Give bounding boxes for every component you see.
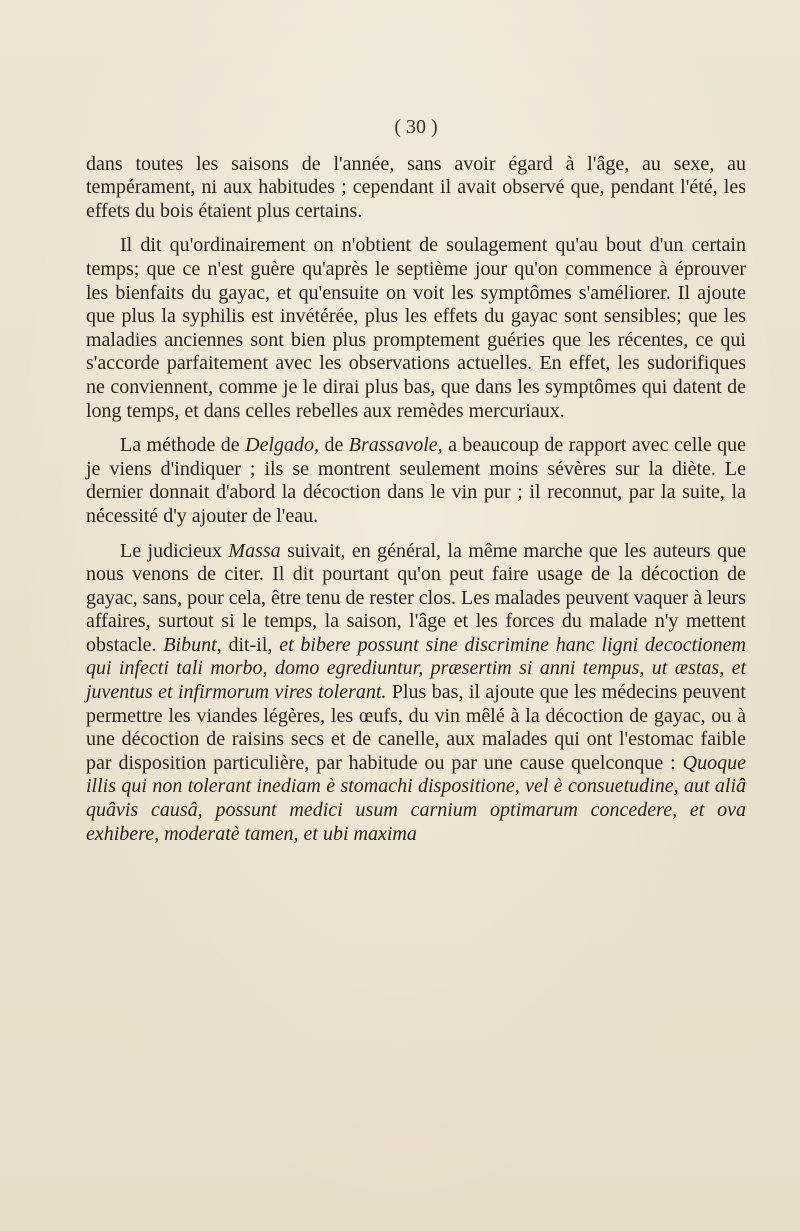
author-name-brassavole: Brassavole, bbox=[348, 434, 443, 457]
latin-quotation-2: Quoque illis qui non tolerant inediam è stomachi dispositione, vel è consuetudine, aut aliâ quâvis causâ, possunt medici usum carnium optimarum concedere, et ova exhibere, moderatè tamen, et ubi maxima bbox=[86, 751, 746, 845]
paragraph-3 bbox=[86, 434, 746, 528]
text-segment: , de bbox=[314, 434, 349, 457]
text-segment: dans toutes les saisons de l'année, sans avoir égard à l'âge, au sexe, au tempérament, ni aux habitudes ; cependant il avait observé que, pendant l'été, les effets du bois étaient plus certains. bbox=[86, 152, 746, 222]
latin-word-bibunt: Bibunt bbox=[163, 633, 217, 656]
page-text bbox=[86, 116, 746, 846]
text-segment: Il dit qu'ordinairement on n'obtient de soulagement qu'au bout d'un certain temps; que ce n'est guère qu'après le septième jour qu'on commence à éprouver les bienfaits du gayac, et qu'ensuite on voit les symptômes s'améliorer. Il ajoute que plus la syphilis est invétérée, plus les effets du gayac sont sensibles; que les maladies anciennes sont bien plus promptement guéries que les récentes, ce qui s'accorde parfaitement avec les observations actuelles. En effet, les sudorifiques ne conviennent, comme je le dirai plus bas, que dans les symptômes qui datent de long temps, et dans celles rebelles aux remèdes mercuriaux. bbox=[86, 234, 746, 422]
page-number: ( 30 ) bbox=[394, 116, 438, 138]
text-segment: Plus bas, il ajoute que les médecins peuvent permettre les viandes légères, les œufs, du vin mêlé à la décoction de gayac, ou à une décoction de raisins secs et de canelle, aux malades qui ont l'estomac faible par disposition particulière, par habitude ou par une cause quelconque : bbox=[86, 681, 746, 774]
latin-quotation-1: et bibere possunt sine discrimine hanc ligni decoctionem qui infecti tali morbo, domo egrediuntur, præsertim si anni tempus, ut æstas, et juventus et infirmorum vires tolerant. bbox=[86, 633, 747, 704]
paragraph-1 bbox=[86, 153, 746, 224]
text-segment: suivait, en général, la même marche que les auteurs que nous venons de citer. Il dit pourtant qu'on peut faire usage de la décoction de gayac, sans, pour cela, être tenu de rester clos. Les malades peuvent vaquer à leurs affaires, surtout si le temps, la saison, l'âge et les forces du malade n'y mettent obstacle. bbox=[86, 539, 746, 656]
author-name-delgado: Delgado bbox=[245, 434, 315, 457]
author-name-massa: Massa bbox=[228, 539, 281, 562]
paragraph-2 bbox=[86, 234, 746, 423]
text-segment: , dit-il, bbox=[216, 633, 280, 656]
text-segment: La méthode de bbox=[120, 434, 246, 457]
text-segment: a beaucoup de rapport avec celle que je viens d'indiquer ; ils se montrent seulement moins sévères sur la diète. Le dernier donnait d'abord la décoction dans le vin pur ; il reconnut, par la suite, la nécessité d'y ajouter de l'eau. bbox=[86, 434, 747, 527]
paragraph-4 bbox=[86, 540, 746, 847]
text-segment: Le judicieux bbox=[120, 539, 229, 562]
